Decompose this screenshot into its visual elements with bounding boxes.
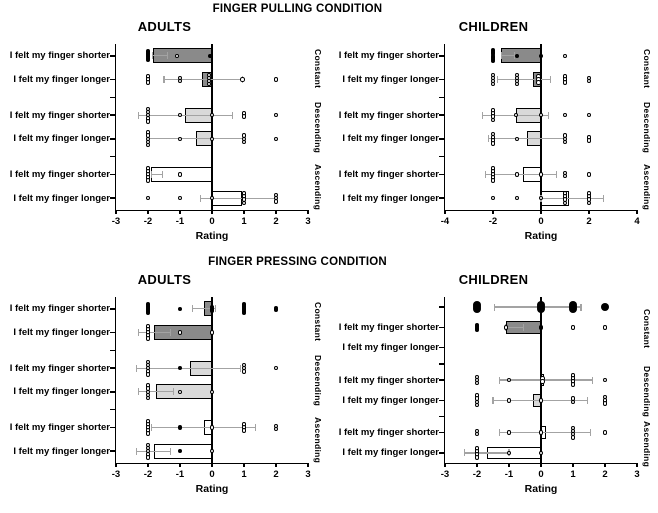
error-bar-cap: [548, 112, 549, 119]
error-bar-cap: [485, 171, 486, 178]
error-bar: [148, 138, 244, 139]
data-point: [563, 113, 568, 118]
x-tick: [492, 210, 494, 214]
zero-line: [540, 44, 542, 210]
data-point: [491, 118, 496, 123]
axis-rating-label: Rating: [524, 483, 558, 495]
row-label: I felt my finger longer: [342, 74, 439, 85]
data-point: [536, 80, 541, 85]
group-label-ascending: Ascending: [313, 164, 323, 211]
data-point: [563, 54, 568, 59]
data-point: [178, 137, 183, 142]
error-bar: [464, 452, 509, 453]
y-tick: [110, 367, 115, 369]
row-label: I felt my finger shorter: [9, 303, 110, 315]
error-bar-cap: [592, 377, 593, 384]
y-tick: [439, 452, 444, 454]
error-bar-cap: [580, 304, 581, 311]
error-bar-cap: [138, 112, 139, 119]
data-point: [210, 308, 215, 313]
y-tick: [110, 79, 115, 81]
data-point: [491, 59, 496, 64]
error-bar: [138, 391, 173, 392]
zero-line: [211, 44, 213, 210]
data-point: [515, 82, 520, 87]
data-point: [515, 137, 520, 142]
data-point: [210, 425, 215, 430]
x-tick: [275, 210, 277, 214]
data-point: [208, 54, 213, 59]
data-point: [475, 381, 480, 386]
data-point: [178, 330, 183, 335]
x-tick: [444, 210, 446, 214]
y-tick: [439, 327, 444, 329]
error-bar: [137, 451, 171, 452]
error-bar-cap: [488, 135, 489, 142]
x-tick: [540, 210, 542, 214]
x-tick-label: 3: [305, 216, 311, 227]
y-axis-separator-tick: [439, 416, 444, 418]
plot-area: [440, 44, 640, 242]
chart-panel: [329, 15, 658, 253]
y-tick: [110, 308, 115, 310]
row-label: I felt my finger longer: [13, 386, 110, 398]
data-point: [569, 305, 577, 313]
error-bar-cap: [200, 195, 201, 202]
error-bar-cap: [136, 448, 137, 455]
group-label-descending: Descending: [642, 365, 652, 417]
data-point: [587, 113, 592, 118]
error-bar: [164, 79, 242, 80]
error-bar: [137, 368, 241, 369]
y-tick: [439, 138, 444, 140]
x-tick-label: -3: [111, 469, 121, 480]
plot-area: [111, 44, 311, 242]
error-bar-cap: [151, 424, 152, 431]
x-tick-label: 0: [538, 216, 544, 227]
x-tick-label: 2: [602, 469, 608, 480]
data-point: [475, 432, 480, 437]
x-tick: [444, 463, 446, 467]
data-point: [491, 196, 496, 201]
y-tick: [110, 114, 115, 116]
data-point: [587, 172, 592, 177]
data-point: [274, 137, 279, 142]
data-point: [210, 449, 215, 454]
error-bar: [153, 55, 167, 56]
x-tick: [243, 463, 245, 467]
data-point: [210, 113, 215, 118]
data-point: [274, 307, 279, 312]
x-tick: [179, 210, 181, 214]
x-tick-label: 0: [209, 216, 215, 227]
x-tick-label: -2: [472, 469, 482, 480]
data-point: [539, 451, 544, 456]
error-bar: [151, 174, 162, 175]
row-label: I felt my finger shorter: [338, 321, 439, 333]
data-point: [178, 79, 183, 84]
data-point: [274, 77, 279, 82]
x-tick-label: 0: [209, 469, 215, 480]
y-tick: [439, 174, 444, 176]
data-point: [178, 425, 183, 430]
data-point: [274, 199, 279, 204]
error-bar-cap: [138, 388, 139, 395]
x-tick: [540, 463, 542, 467]
x-tick-label: -2: [488, 216, 498, 227]
y-axis-separator-tick: [439, 97, 444, 99]
x-tick-label: -2: [143, 216, 153, 227]
error-bar: [541, 198, 603, 199]
data-point: [146, 58, 151, 63]
x-tick-label: 1: [241, 216, 247, 227]
y-tick: [439, 347, 444, 349]
group-label-descending: Descending: [313, 102, 323, 154]
error-bar: [151, 427, 255, 428]
section-title-pulling: FINGER PULLING CONDITION: [212, 3, 383, 15]
error-bar-cap: [170, 329, 171, 336]
data-point: [146, 396, 151, 401]
error-bar-cap: [464, 449, 465, 456]
x-tick-label: -3: [111, 216, 121, 227]
error-bar-cap: [587, 397, 588, 404]
zero-line: [211, 297, 213, 463]
data-point: [146, 455, 151, 460]
data-point: [146, 196, 151, 201]
error-bar: [499, 432, 590, 433]
data-point: [539, 398, 544, 403]
error-bar-cap: [232, 112, 233, 119]
row-label: I felt my finger longer: [342, 394, 439, 406]
data-point: [178, 113, 183, 118]
x-tick: [115, 463, 117, 467]
row-label: I felt my finger longer: [13, 192, 110, 204]
row-label: I felt my finger shorter: [338, 374, 439, 386]
data-point: [178, 366, 183, 371]
data-point: [601, 303, 609, 311]
data-point: [539, 172, 544, 177]
x-tick-label: 2: [273, 216, 279, 227]
data-point: [571, 435, 576, 440]
data-point: [242, 201, 247, 206]
data-point: [178, 307, 183, 312]
x-tick: [147, 210, 149, 214]
data-point: [146, 372, 151, 377]
error-bar: [499, 379, 592, 380]
group-label-constant: Constant: [642, 49, 652, 89]
group-label-descending: Descending: [642, 102, 652, 154]
data-point: [274, 113, 279, 118]
data-point: [539, 430, 544, 435]
row-label: I felt my finger longer: [13, 74, 110, 85]
panel-title: ADULTS: [137, 19, 192, 34]
error-bar-cap: [167, 52, 168, 59]
chart-panel: [0, 15, 329, 253]
data-point: [587, 138, 592, 143]
section-title-pressing: FINGER PRESSING CONDITION: [208, 256, 387, 268]
data-point: [491, 178, 496, 183]
axis-rating-label: Rating: [195, 483, 229, 495]
y-axis-separator-tick: [439, 363, 444, 365]
y-tick: [439, 79, 444, 81]
data-point: [475, 455, 480, 460]
group-label-ascending: Ascending: [642, 420, 652, 467]
section-finger-pressing: [0, 253, 658, 506]
x-tick: [115, 210, 117, 214]
row-label: I felt my finger longer: [342, 192, 439, 204]
x-tick-label: 2: [273, 469, 279, 480]
data-point: [475, 403, 480, 408]
y-tick: [439, 306, 444, 308]
x-tick: [211, 463, 213, 467]
data-point: [242, 311, 247, 316]
row-label: I felt my finger shorter: [9, 50, 110, 62]
data-point: [504, 325, 509, 330]
x-tick: [604, 463, 606, 467]
data-point: [210, 330, 215, 335]
error-bar-cap: [136, 365, 137, 372]
x-tick: [275, 463, 277, 467]
data-point: [240, 77, 245, 82]
data-point: [146, 119, 151, 124]
data-point: [178, 172, 183, 177]
y-tick: [439, 432, 444, 434]
x-tick: [179, 463, 181, 467]
plot-area: [440, 297, 640, 495]
y-tick: [110, 174, 115, 176]
group-label-descending: Descending: [313, 355, 323, 407]
row-label: I felt my finger shorter: [338, 169, 439, 180]
y-axis-separator-tick: [110, 409, 115, 411]
error-bar-cap: [151, 171, 152, 178]
x-tick-label: 1: [241, 469, 247, 480]
x-tick: [307, 463, 309, 467]
group-label-constant: Constant: [313, 302, 323, 342]
data-point: [491, 82, 496, 87]
data-point: [515, 172, 520, 177]
x-tick-label: 3: [634, 469, 640, 480]
x-tick-label: -1: [175, 216, 185, 227]
error-bar: [506, 327, 524, 328]
error-bar-cap: [497, 76, 498, 83]
x-tick-label: 4: [634, 216, 640, 227]
x-tick: [636, 210, 638, 214]
data-point: [210, 137, 215, 142]
error-bar-cap: [170, 448, 171, 455]
data-point: [146, 431, 151, 436]
data-point: [242, 369, 247, 374]
error-bar: [486, 174, 557, 175]
data-point: [242, 140, 247, 145]
y-tick: [110, 332, 115, 334]
x-tick: [307, 210, 309, 214]
x-tick: [636, 463, 638, 467]
data-point: [603, 378, 608, 383]
data-point: [175, 54, 180, 59]
error-bar-cap: [492, 397, 493, 404]
row-label: I felt my finger longer: [13, 133, 110, 145]
x-tick-label: -1: [175, 469, 185, 480]
data-point: [587, 201, 592, 206]
data-point: [603, 430, 608, 435]
error-bar-cap: [603, 195, 604, 202]
error-bar-cap: [494, 304, 495, 311]
y-tick: [439, 197, 444, 199]
row-label: I felt my finger shorter: [338, 109, 439, 121]
error-bar: [498, 79, 551, 80]
panels-row-pressing: [0, 268, 658, 506]
chart-panel: [329, 268, 658, 506]
error-bar-cap: [162, 171, 163, 178]
y-axis-separator-tick: [110, 97, 115, 99]
y-tick: [110, 197, 115, 199]
row-label: I felt my finger shorter: [338, 50, 439, 62]
x-tick-label: 2: [586, 216, 592, 227]
data-point: [603, 401, 608, 406]
error-bar-cap: [482, 112, 483, 119]
error-bar: [138, 332, 170, 333]
x-tick-label: -4: [440, 216, 450, 227]
x-tick: [243, 210, 245, 214]
error-bar-cap: [192, 305, 193, 312]
group-label-ascending: Ascending: [313, 417, 323, 464]
section-finger-pulling: [0, 0, 658, 253]
data-point: [146, 178, 151, 183]
error-bar-cap: [556, 171, 557, 178]
data-point: [539, 325, 544, 330]
data-point: [146, 336, 151, 341]
x-tick-label: 3: [305, 469, 311, 480]
data-point: [274, 366, 279, 371]
group-label-constant: Constant: [313, 49, 323, 89]
row-label: I felt my finger shorter: [9, 362, 110, 374]
data-point: [274, 427, 279, 432]
data-point: [539, 113, 544, 118]
row-label: I felt my finger shorter: [9, 422, 110, 433]
panels-row-pulling: [0, 15, 658, 253]
plot-area: [111, 297, 311, 495]
row-label: I felt my finger longer: [13, 445, 110, 457]
data-point: [540, 379, 545, 384]
error-bar: [501, 55, 514, 56]
y-tick: [439, 55, 444, 57]
error-bar-cap: [499, 429, 500, 436]
y-tick: [110, 450, 115, 452]
data-point: [475, 328, 480, 333]
data-point: [515, 196, 520, 201]
error-bar: [138, 115, 232, 116]
error-bar-cap: [173, 388, 174, 395]
panel-title: CHILDREN: [458, 19, 529, 34]
data-point: [571, 400, 576, 405]
x-tick-label: 0: [538, 469, 544, 480]
row-label: I felt my finger longer: [342, 133, 439, 145]
data-point: [146, 143, 151, 148]
row-label: I felt my finger longer: [342, 342, 439, 354]
panel-title: ADULTS: [137, 272, 192, 287]
error-bar-cap: [138, 329, 139, 336]
y-tick: [110, 55, 115, 57]
panel-title: CHILDREN: [458, 272, 529, 287]
data-point: [563, 140, 568, 145]
data-point: [210, 390, 215, 395]
data-point: [571, 325, 576, 330]
data-point: [563, 174, 568, 179]
x-tick-label: 1: [570, 469, 576, 480]
y-axis-separator-tick: [110, 156, 115, 158]
axis-rating-label: Rating: [524, 230, 558, 242]
x-tick: [476, 463, 478, 467]
data-point: [491, 141, 496, 146]
error-bar-cap: [523, 324, 524, 331]
row-label: I felt my finger shorter: [338, 427, 439, 439]
row-label: I felt my finger longer: [342, 447, 439, 459]
data-point: [537, 305, 545, 313]
data-point: [539, 54, 544, 59]
data-point: [178, 196, 183, 201]
data-point: [603, 325, 608, 330]
data-point: [242, 114, 247, 119]
y-axis-separator-tick: [439, 156, 444, 158]
error-bar: [488, 138, 565, 139]
y-tick: [110, 391, 115, 393]
y-tick: [439, 379, 444, 381]
data-point: [571, 382, 576, 387]
x-tick: [572, 463, 574, 467]
row-label: I felt my finger shorter: [9, 169, 110, 180]
data-point: [146, 80, 151, 85]
data-point: [242, 428, 247, 433]
data-point: [146, 311, 151, 316]
y-tick: [110, 138, 115, 140]
error-bar-cap: [255, 424, 256, 431]
data-point: [507, 398, 512, 403]
x-tick: [147, 463, 149, 467]
data-point: [587, 79, 592, 84]
group-label-ascending: Ascending: [642, 164, 652, 211]
group-label-constant: Constant: [642, 308, 652, 349]
x-tick: [508, 463, 510, 467]
chart-panel: [0, 268, 329, 506]
error-bar-cap: [550, 76, 551, 83]
row-label: I felt my finger longer: [13, 327, 110, 338]
data-point: [507, 430, 512, 435]
error-bar-cap: [590, 429, 591, 436]
axis-rating-label: Rating: [195, 230, 229, 242]
y-tick: [110, 427, 115, 429]
x-tick: [211, 210, 213, 214]
error-bar-cap: [499, 377, 500, 384]
y-tick: [439, 114, 444, 116]
error-bar-cap: [163, 76, 164, 83]
error-bar-cap: [215, 305, 216, 312]
x-tick-label: -3: [440, 469, 450, 480]
error-bar-cap: [501, 52, 502, 59]
data-point: [563, 80, 568, 85]
data-point: [507, 378, 512, 383]
error-bar-cap: [152, 52, 153, 59]
y-tick: [439, 400, 444, 402]
row-label: I felt my finger shorter: [9, 109, 110, 121]
x-tick-label: -2: [143, 469, 153, 480]
y-axis-separator-tick: [110, 350, 115, 352]
data-point: [473, 305, 481, 313]
x-tick-label: -1: [504, 469, 514, 480]
x-tick: [588, 210, 590, 214]
